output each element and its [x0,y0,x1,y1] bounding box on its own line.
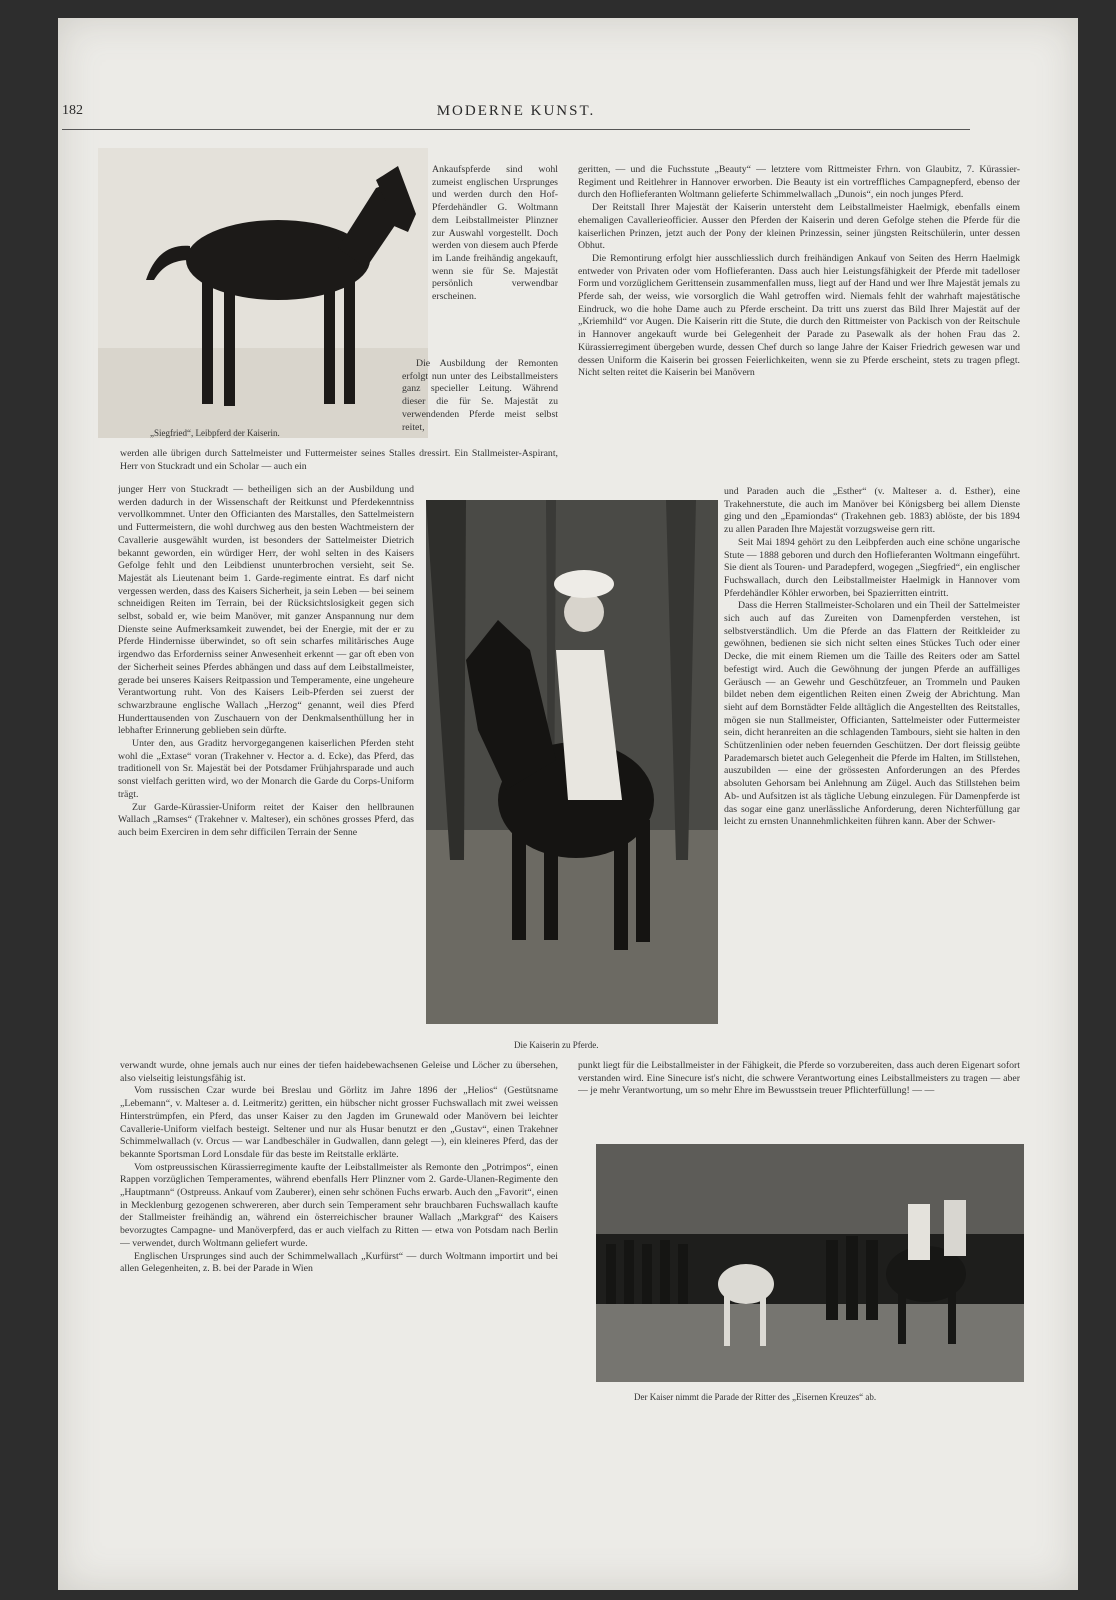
left-column-bottom [120,1060,558,1390]
paragraph: Seit Mai 1894 gehört zu den Leibpferden auch eine schöne ungarische Stute — 1888 geboren und durch den Hoflieferanten Woltmann eingeführt. Sie dient als Touren- und Paradepferd, wogegen „Siegfried“, ein englischer Fuchswallach, durch den Leibstallmeister Haelmigk in Hannover vom Pferdehändler Köhler erworben, bei Spazierritten eintritt. [724,536,1020,599]
page-number: 182 [62,103,83,118]
empress-photo [426,500,718,1024]
paragraph: Unter den, aus Graditz hervorgegangenen kaiserlichen Pferden steht wohl die „Extase“ voran (Trakehner v. Hector a. d. Ecke), das Pferd, das traditionell von Sr. Majestät bei der Potsdamer Frühjahrsparade und auch sonst vielfach geritten wird, wo der Monarch die Garde du Corps-Uniform trägt. [118,738,414,800]
paragraph: Vom russischen Czar wurde bei Breslau und Görlitz im Jahre 1896 der „Helios“ (Gestütsname „Lebemann“, v. Malteser a. d. Leitmeritz) geritten, ein hübscher nicht grosser Fuchswallach mit zwei weissen Hinterstrümpfen, ein Pferd, das unser Kaiser zu den Jagden im Grunewald oder Manövern bei leichter Cavallerie-Uniform vielfach besteigt. Seltener und nur als Husar benutzt er den „Gustav“, einen Trakehner Schimmelwallach (v. Orcus — war Landbeschäler in Gudwallen, dann gelegt —), ein kleineres Pferd, das der bekannte Sportsman Lord Lonsdale für das beste im Reitstalle erklärte. [120,1085,558,1160]
page-header [62,103,970,130]
parade-caption: Der Kaiser nimmt die Parade der Ritter des „Eisernen Kreuzes“ ab. [634,1392,877,1402]
paragraph: und Paraden auch die „Esther“ (v. Malteser a. d. Esther), eine Trakehnerstute, die auch im Manöver bei Königsberg bei allem Dienste ging und den „Epamiondas“ (Trakehnen geb. 1883) ablöste, der bis 1894 zu allen Paraden Ihre Majestät vorzugsweise gern ritt. [724,486,1020,536]
parade-photo [596,1144,1024,1382]
wrap-text-a [432,164,558,304]
right-column-narrow [724,486,1020,1058]
paragraph: verwandt wurde, ohne jemals auch nur eines der tiefen haidebewachsenen Geleise und Löcher zu übersehen, also vielseitig leistungsfähig ist. [120,1060,558,1084]
horse-caption: „Siegfried“, Leibpferd der Kaiserin. [150,428,280,438]
paragraph: Dass die Herren Stallmeister-Scholaren und ein Theil der Sattelmeister sich auch auf das Zureiten von Damenpferden verstehen, ist selbstverständlich. Um die Pferde an das Flattern der Reitkleider zu gewöhnen, bedienen sie sich nicht selten eines Stückes Tuch oder einer Decke, die mit einem Riemen um die Taille des Reiters oder am Sattel befestigt wird. Auch die Gewöhnung der jungen Pferde an auffälliges Geräusch — an Gewehr und Geschützfeuer, an Trommeln und Pauken bildet neben dem eigentlichen Reiten einen Zweig der Abrichtung. Man sieht auf dem Bornstädter Felde alltäglich die Angestellten des Reitstalles, mögen sie nun Stallmeister, Officianten, Sattelmeister oder Futtermeister sein, dicht heranreiten an die schlagenden Tambours, sieht sie halten in den Schützenlinien oder neben feuernden Geschützen. Der dort fleissig geübte Parademarsch bietet auch Gelegenheit die Pferde im Halten, im Stillstehen, auszubilden — eine der grössesten Anforderungen an des Pferdes absoluten Gehorsam bei Anlehnung am Zügel. Auch das Stillstehen beim Ab- und Aufsitzen ist als tägliche Uebung einzulegen. Für Damenpferde ist das sogar eine ganz unerlässliche Anforderung, deren Nichterfüllung gar leicht zu ernsten Unannehmlichkeiten führen kann. Aber der Schwer- [724,600,1020,828]
paragraph: geritten, — und die Fuchsstute „Beauty“ — letztere vom Rittmeister Frhrn. von Glaubitz, 7. Kürassier-Regiment und Reitlehrer in Hannover erworben. Die Beauty ist ein vortreffliches Campagnepferd, ebenso der durch den Hoflieferanten Woltmann gelieferte Schimmelwallach „Dunois“, ein noch junges Pferd. [578,164,1020,201]
running-title: MODERNE KUNST. [436,103,596,119]
paragraph: junger Herr von Stuckradt — betheiligen sich an der Ausbildung und werden dadurch in der Wissenschaft der Reitkunst und Pferdekenntniss vervollkommnet. Unter den Officianten des Marstalles, den Sattelmeistern und Futtermeistern, die wohl durchweg aus den besten Wachtmeistern der Cavallerie ausgewählt wurden, ist besonders der Sattelmeister Dietrich bekannt geworden, ein würdiger Herr, der wohl selten in des Kaisers Gefolge fehlt und den Leibdienst ununterbrochen versieht, seit Se. Majestät als Lieutenant beim 1. Garde-regimente eintrat. Es darf nicht vergessen werden, dass des Kaisers Sicherheit, ja sein Leben — bei seinem schneidigen Reiten im Terrain, bei der Rücksichtslosigkeit gegen sich selbst, sobald er, wie beim Manöver, mit ganzer Anspannung nur dem Dienste seine Aufmerksamkeit zuwendet, bei der Energie, mit der er zu Pferde Hindernisse überwindet, so oft sein scharfes militärisches Auge irgendwo das Erforderniss seiner Anwesenheit erkennt — gar oft eben von der Sicherheit seines Pferdes abhängen und dass auf dem Leibstallmeister, gerade bei unseres Kaisers Reitpassion und Temperamente, eine ungeheure Verantwortung ruht. Von des Kaisers Leib-Pferden sei zuerst der schwarzbraune englische Wallach „Herzog“ genannt, weil dies Pferd Hunderttausenden von Zuschauern von der Denkmalsenthüllung her in lebhafter Erinnerung geblieben sein dürfte. [118,484,414,737]
left-column-narrow [118,484,414,1058]
paragraph: Zur Garde-Kürassier-Uniform reitet der Kaiser den hellbraunen Wallach „Ramses“ (Trakehner v. Malteser), ein schönes grosses Pferd, das auch beim Exerciren in dem sehr difficilen Terrain der Senne [118,801,414,838]
paragraph: Englischen Ursprunges sind auch der Schimmelwallach „Kurfürst“ — durch Woltmann importirt und bei allen Gelegenheiten, z. B. bei der Parade in Wien [120,1250,558,1275]
paragraph: Die Remontirung erfolgt hier ausschliesslich durch freihändigen Ankauf von Seiten des Herrn Haelmigk entweder von Privaten oder vom Hoflieferanten. Dass auch hier Leistungsfähigkeit der Pferde mit tadelloser Form und vorzüglichem Gerittensein zusammenfallen muss, liegt auf der Hand und wer Ihre Majestät jemals zu Pferde sah, der weiss, wie vorsorglich die Wahl getroffen wird. Niemals fehlt der wahrhaft majestätische Eindruck, wo die hohe Dame auch zu Pferde erscheint. Da tritt uns zuerst das Bild Ihrer Majestät auf der „Kriemhild“ vor Augen. Die Kaiserin ritt die Stute, die durch den Rittmeister von Packisch von der Reitschule in Hannover angekauft wurde bei Gelegenheit der Parade zu Pasewalk als der hohen Frau das 2. Kürassierregiment übergeben wurde, dessen Chef durch so lange Jahre der Kaiser Friedrich gewesen war und dessen Uniform die Kaiserin bei grossen Feierlichkeiten, wenn sie zu Pferde erscheint, stets zu tragen pflegt. Nicht selten reitet die Kaiserin bei Manövern [578,252,1020,379]
paragraph: punkt liegt für die Leibstallmeister in der Fähigkeit, die Pferde so vorzubereiten, dass auch deren Eigenart sofort verstanden wird. Eine Sinecure ist's nicht, die schwere Verantwortung eines Leibstallmeisters zu tragen — aber — je mehr Verantwortung, um so mehr Ehre im Bewusstsein treuer Pflichterfüllung! — — [578,1060,1020,1097]
paragraph: Der Reitstall Ihrer Majestät der Kaiserin untersteht dem Leibstallmeister Haelmigk, ebenfalls einem ehemaligen Cavallerieofficier. Ausser den Pferden der Kaiserin und deren Gefolge stehen die Pferde für die kaiserlichen Prinzen, jetzt auch der Pony der kleinen Prinzessin, seiner jüngsten Reitschülerin, unter dessen Obhut. [578,202,1020,252]
paragraph: werden alle übrigen durch Sattelmeister und Futtermeister seines Stalles dressirt. Ein Stallmeister-Aspirant, Herr von Stuckradt und ein Scholar — auch ein [120,448,558,472]
wrap-text-b [402,358,558,450]
right-column-top [578,164,1020,486]
horse-photo [98,148,428,438]
right-column-bottom [578,1060,1020,1120]
paragraph: Vom ostpreussischen Kürassierregimente kaufte der Leibstallmeister als Remonte den „Potrimpos“, einen Rappen vorzüglichen Temperamentes, während ebenfalls Herr Plinzner vom 2. Garde-Ulanen-Regimente den „Hauptmann“ (Ostpreuss. Ankauf vom Zauberer), einen sehr schönen Fuchs erwarb. Auch den „Favorit“, einen in Mecklenburg gezogenen schwereren, aber durch sein Temperament sehr brauchbaren Fuchswallach kaufte der Stallmeister freihändig an, während ein österreichischer brauner Wallach „Markgraf“ des Kaisers bevorzugtes Campagne- und Manöverpferd, das er auch vielfach zu Ritten — etwa von Potsdam nach Berlin — verwendet, durch Woltmann geliefert wurde. [120,1161,558,1249]
paragraph: Die Ausbildung der Remonten erfolgt nun unter des Leibstallmeisters ganz specieller Leitung. Während dieser die für Se. Majestät zu verwendenden Pferde meist selbst reitet, [402,358,558,433]
paragraph: Ankaufspferde sind wohl zumeist englischen Ursprunges und werden durch den Hof-Pferdehändler G. Woltmann dem Leibstallmeister Plinzner zur Auswahl vorgestellt. Doch werden von diesem auch Pferde im Lande freihändig angekauft, wenn sie für Se. Majestät persönlich verwendbar erscheinen. [432,164,558,303]
empress-caption: Die Kaiserin zu Pferde. [514,1040,599,1050]
left-column-top [120,448,558,476]
